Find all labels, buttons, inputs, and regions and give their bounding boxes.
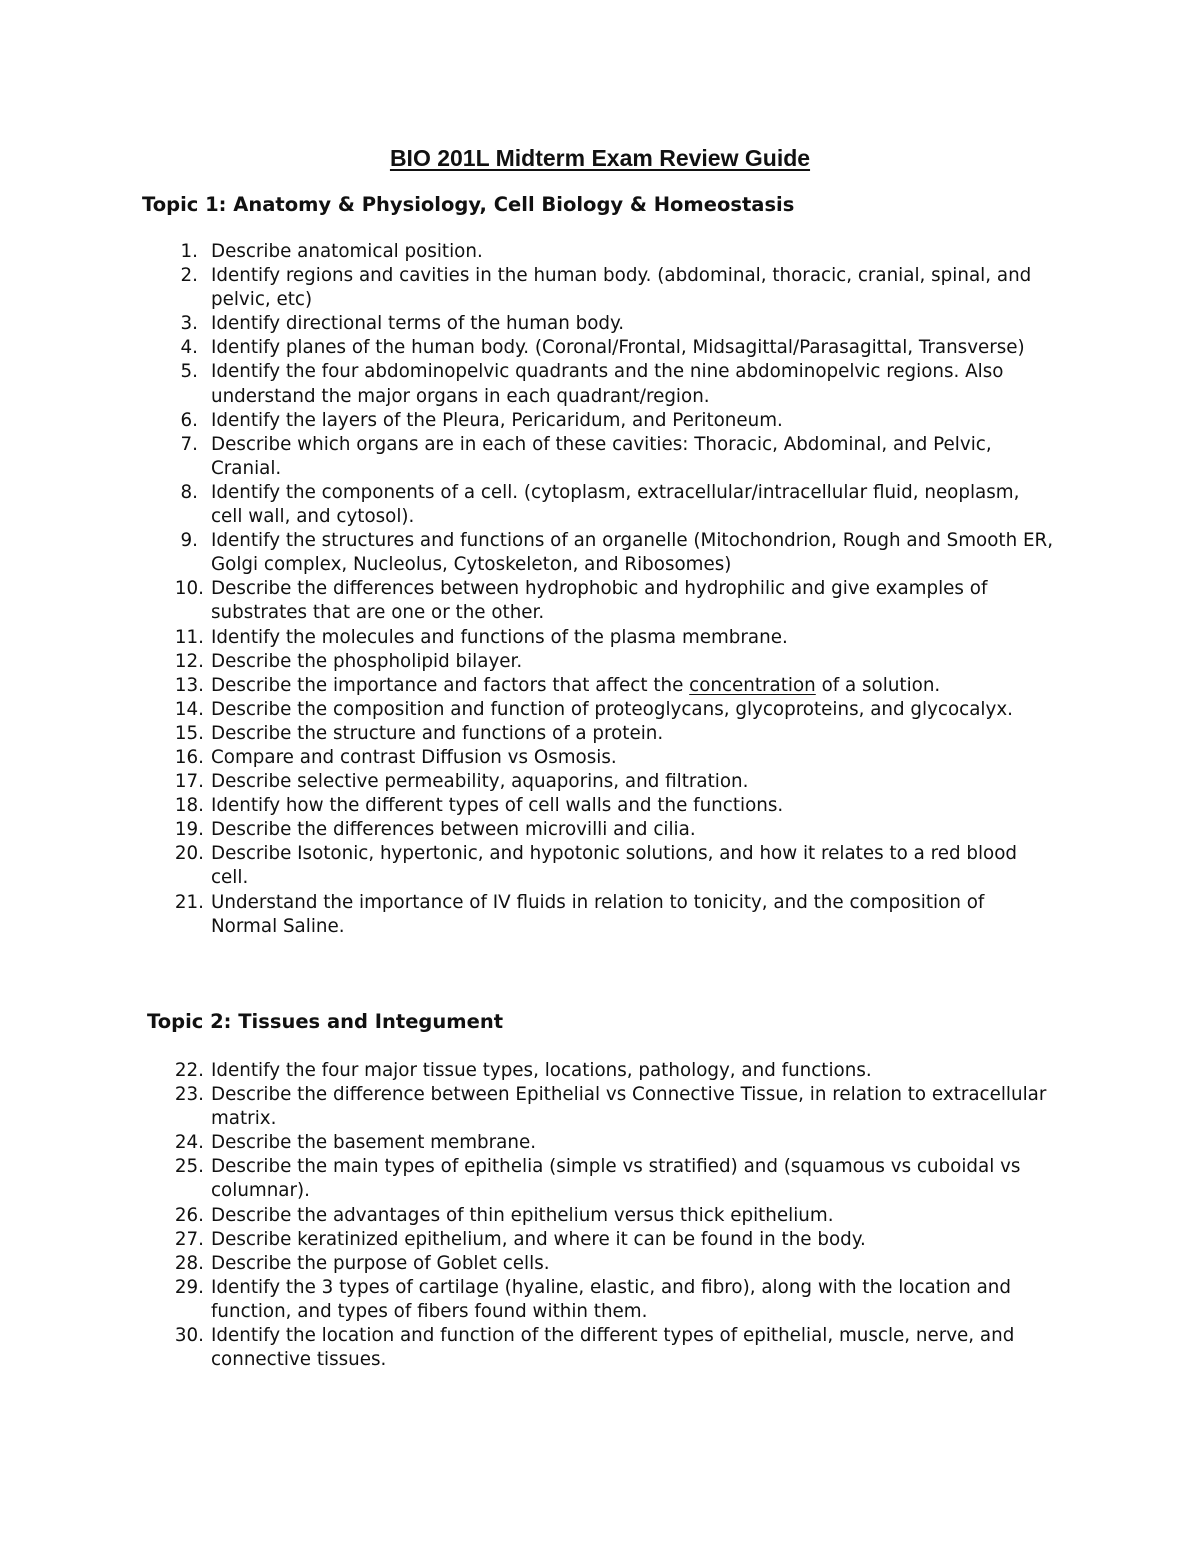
item-text: Describe Isotonic, hypertonic, and hypotonic solutions, and how it relates to a red blood cell. bbox=[211, 843, 1018, 889]
item-number: 30. bbox=[174, 1325, 204, 1347]
item-text: Describe the composition and function of proteoglycans, glycoproteins, and glycocalyx. bbox=[211, 698, 1013, 720]
list-item bbox=[0, 1252, 1056, 1276]
item-text: Compare and contrast Diffusion vs Osmosis. bbox=[211, 746, 617, 768]
item-number: 28. bbox=[174, 1252, 204, 1274]
document-title: BIO 201L Midterm Exam Review Guide bbox=[389, 145, 811, 171]
item-text: Describe the differences between microvilli and cilia. bbox=[211, 819, 696, 841]
list-item bbox=[0, 1228, 1056, 1252]
item-number: 29. bbox=[174, 1276, 204, 1298]
item-number: 16. bbox=[174, 746, 204, 768]
list-item bbox=[0, 746, 1056, 770]
item-number: 5. bbox=[180, 361, 198, 383]
item-number: 19. bbox=[174, 819, 204, 841]
item-number: 2. bbox=[180, 265, 198, 287]
item-text: Identify the components of a cell. (cytoplasm, extracellular/intracellular fluid, neoplasm, cell wall, and cytosol). bbox=[211, 481, 1020, 528]
list-item bbox=[0, 1083, 1056, 1131]
item-number: 27. bbox=[174, 1228, 204, 1250]
list-item bbox=[0, 650, 1056, 674]
list-item bbox=[0, 433, 1056, 481]
list-item bbox=[0, 891, 1056, 939]
list-item bbox=[0, 1204, 1056, 1228]
list-item bbox=[0, 842, 1056, 890]
item-text: Identify planes of the human body. (Coronal/Frontal, Midsagittal/Parasagittal, Transverse) bbox=[211, 337, 1025, 359]
item-number: 25. bbox=[174, 1156, 204, 1178]
item-number: 14. bbox=[174, 698, 204, 720]
list-item bbox=[0, 240, 1056, 264]
item-text: Describe the advantages of thin epithelium versus thick epithelium. bbox=[211, 1204, 834, 1226]
list-item bbox=[0, 529, 1056, 577]
list-item bbox=[0, 577, 1056, 625]
list-item bbox=[0, 794, 1056, 818]
item-text: Describe the difference between Epithelial vs Connective Tissue, in relation to extracellular matrix. bbox=[211, 1084, 1047, 1130]
underlined-term: concentration bbox=[689, 674, 816, 696]
item-text: Describe the main types of epithelia (simple vs stratified) and (squamous vs cuboidal vs columnar). bbox=[211, 1156, 1021, 1202]
item-text: Identify the four major tissue types, locations, pathology, and functions. bbox=[211, 1060, 872, 1081]
item-number: 8. bbox=[180, 481, 198, 503]
item-text: Identify how the different types of cell walls and the functions. bbox=[211, 795, 784, 817]
item-number: 6. bbox=[180, 409, 198, 431]
item-number: 10. bbox=[174, 578, 204, 600]
item-text: Describe keratinized epithelium, and where it can be found in the body. bbox=[211, 1228, 866, 1250]
list-item bbox=[0, 312, 1056, 336]
item-number: 9. bbox=[180, 530, 198, 552]
list-item bbox=[0, 1059, 1056, 1083]
topic-2-list bbox=[0, 1059, 1200, 1372]
item-text: Describe the purpose of Goblet cells. bbox=[211, 1252, 550, 1274]
list-item bbox=[0, 818, 1056, 842]
item-number: 24. bbox=[174, 1132, 204, 1154]
item-number: 15. bbox=[174, 722, 204, 744]
item-number: 1. bbox=[180, 241, 198, 262]
item-number: 11. bbox=[174, 626, 204, 648]
item-text: Identify the molecules and functions of the plasma membrane. bbox=[211, 626, 788, 648]
list-item bbox=[0, 1131, 1056, 1155]
list-item bbox=[0, 481, 1056, 529]
list-item bbox=[0, 409, 1056, 433]
item-text: Describe which organs are in each of these cavities: Thoracic, Abdominal, and Pelvic, Cranial. bbox=[211, 433, 992, 479]
item-text: Identify regions and cavities in the human body. (abdominal, thoracic, cranial, spinal, and pelvic, etc) bbox=[211, 265, 1032, 311]
item-text: Identify the structures and functions of an organelle (Mitochondrion, Rough and Smooth ER, Golgi complex, Nucleolus, Cytoskeleton, and Ribosomes) bbox=[211, 530, 1054, 576]
item-text: Identify the location and function of the different types of epithelial, muscle, nerve, and connective tissues. bbox=[211, 1325, 1015, 1371]
item-text: Identify the layers of the Pleura, Pericaridum, and Peritoneum. bbox=[211, 409, 783, 431]
list-item bbox=[0, 674, 1056, 698]
topic-2-heading: Topic 2: Tissues and Integument bbox=[147, 1010, 504, 1033]
item-text: Describe selective permeability, aquaporins, and filtration. bbox=[211, 771, 749, 793]
item-number: 4. bbox=[180, 337, 198, 359]
item-text: Understand the importance of IV fluids in relation to tonicity, and the composition of Normal Saline. bbox=[211, 891, 985, 937]
list-item bbox=[0, 336, 1056, 360]
item-text: Identify the 3 types of cartilage (hyaline, elastic, and fibro), along with the location and function, and types of fibers found within them. bbox=[211, 1276, 1011, 1322]
item-text-before: Describe the importance and factors that affect the bbox=[211, 674, 690, 696]
item-number: 12. bbox=[174, 650, 204, 672]
list-item bbox=[0, 1155, 1056, 1203]
item-number: 21. bbox=[174, 891, 204, 913]
item-number: 17. bbox=[174, 771, 204, 793]
item-number: 26. bbox=[174, 1204, 204, 1226]
item-number: 7. bbox=[180, 433, 198, 455]
item-text: Describe the structure and functions of a protein. bbox=[211, 722, 664, 744]
item-text: Describe the phospholipid bilayer. bbox=[211, 650, 523, 672]
item-number: 22. bbox=[174, 1060, 204, 1081]
item-text: Identify directional terms of the human body. bbox=[211, 313, 625, 335]
item-text: Describe anatomical position. bbox=[211, 241, 483, 262]
topic-1-heading: Topic 1: Anatomy & Physiology, Cell Biology & Homeostasis bbox=[142, 193, 795, 216]
list-item bbox=[0, 698, 1056, 722]
item-number: 18. bbox=[174, 795, 204, 817]
list-item bbox=[0, 360, 1056, 408]
topic-1-list bbox=[0, 240, 1200, 939]
list-item bbox=[0, 770, 1056, 794]
item-text: Describe the differences between hydrophobic and hydrophilic and give examples of substrates that are one or the other. bbox=[211, 578, 988, 624]
list-item bbox=[0, 722, 1056, 746]
item-text-after: of a solution. bbox=[815, 674, 941, 696]
list-item bbox=[0, 626, 1056, 650]
item-text: Describe the basement membrane. bbox=[211, 1132, 537, 1154]
item-number: 20. bbox=[174, 843, 204, 865]
list-item bbox=[0, 1276, 1056, 1324]
list-item bbox=[0, 264, 1056, 312]
item-number: 23. bbox=[174, 1084, 204, 1106]
list-item bbox=[0, 1324, 1056, 1372]
item-number: 3. bbox=[180, 313, 198, 335]
item-text: Identify the four abdominopelvic quadrants and the nine abdominopelvic regions. Also understand the major organs in each quadrant/region. bbox=[211, 361, 1004, 407]
item-number: 13. bbox=[174, 674, 204, 696]
